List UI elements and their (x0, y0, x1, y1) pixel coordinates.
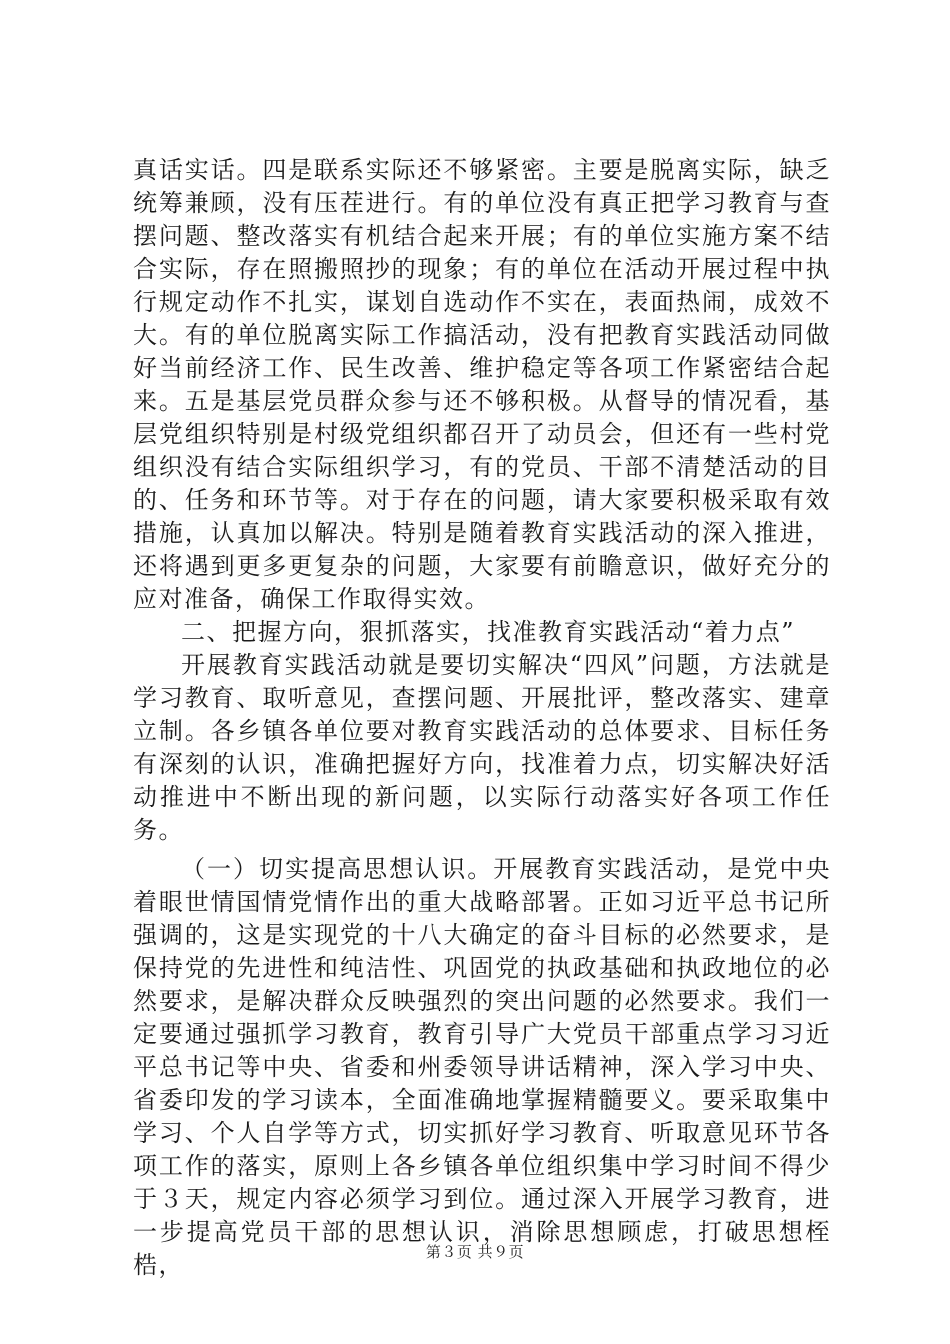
paragraph-intro: 开展教育实践活动就是要切实解决“四风”问题，方法就是学习教育、取听意见，查摆问题、开展批评，整改落实、建章立制。各乡镇各单位要对教育实践活动的总体要求、目标任务有深刻的认识，准确把握好方向，找准着力点，切实解决好活动推进中不断出现的新问题，以实际行动落实好各项工作任务。 (133, 651, 831, 844)
page-number-footer: 第３页 共９页 (425, 1243, 525, 1261)
document-body (133, 154, 831, 1282)
paragraph-subsection-1: （一）切实提高思想认识。开展教育实践活动，是党中央着眼世情国情党情作出的重大战略部署。正如习近平总书记所强调的，这是实现党的十八大确定的奋斗目标的必然要求，是保持党的先进性和纯洁性、巩固党的执政基础和执政地位的必然要求，是解决群众反映强烈的突出问题的必然要求。我们一定要通过强抓学习教育，教育引导广大党员干部重点学习习近平总书记等中央、省委和州委领导讲话精神，深入学习中央、省委印发的学习读本，全面准确地掌握精髓要义。要采取集中学习、个人自学等方式，切实抓好学习教育、听取意见环节各项工作的落实，原则上各乡镇各单位组织集中学习时间不得少于３天，规定内容必须学习到位。通过深入开展学习教育，进一步提高党员干部的思想认识，消除思想顾虑，打破思想桎梏， (133, 855, 831, 1279)
paragraph-continuation: 真话实话。四是联系实际还不够紧密。主要是脱离实际，缺乏统筹兼顾，没有压茬进行。有的单位没有真正把学习教育与查摆问题、整改落实有机结合起来开展；有的单位实施方案不结合实际，存在照搬照抄的现象；有的单位在活动开展过程中执行规定动作不扎实，谋划自选动作不实在，表面热闹，成效不大。有的单位脱离实际工作搞活动，没有把教育实践活动同做好当前经济工作、民生改善、维护稳定等各项工作紧密结合起来。五是基层党员群众参与还不够积极。从督导的情况看，基层党组织特别是村级党组织都召开了动员会，但还有一些村党组织没有结合实际组织学习，有的党员、干部不清楚活动的目的、任务和环节等。对于存在的问题，请大家要积极采取有效措施，认真加以解决。特别是随着教育实践活动的深入推进，还将遇到更多更复杂的问题，大家要有前瞻意识，做好充分的应对准备，确保工作取得实效。 (133, 156, 831, 613)
section-heading: 二、把握方向，狠抓落实，找准教育实践活动“着力点” (181, 618, 796, 646)
